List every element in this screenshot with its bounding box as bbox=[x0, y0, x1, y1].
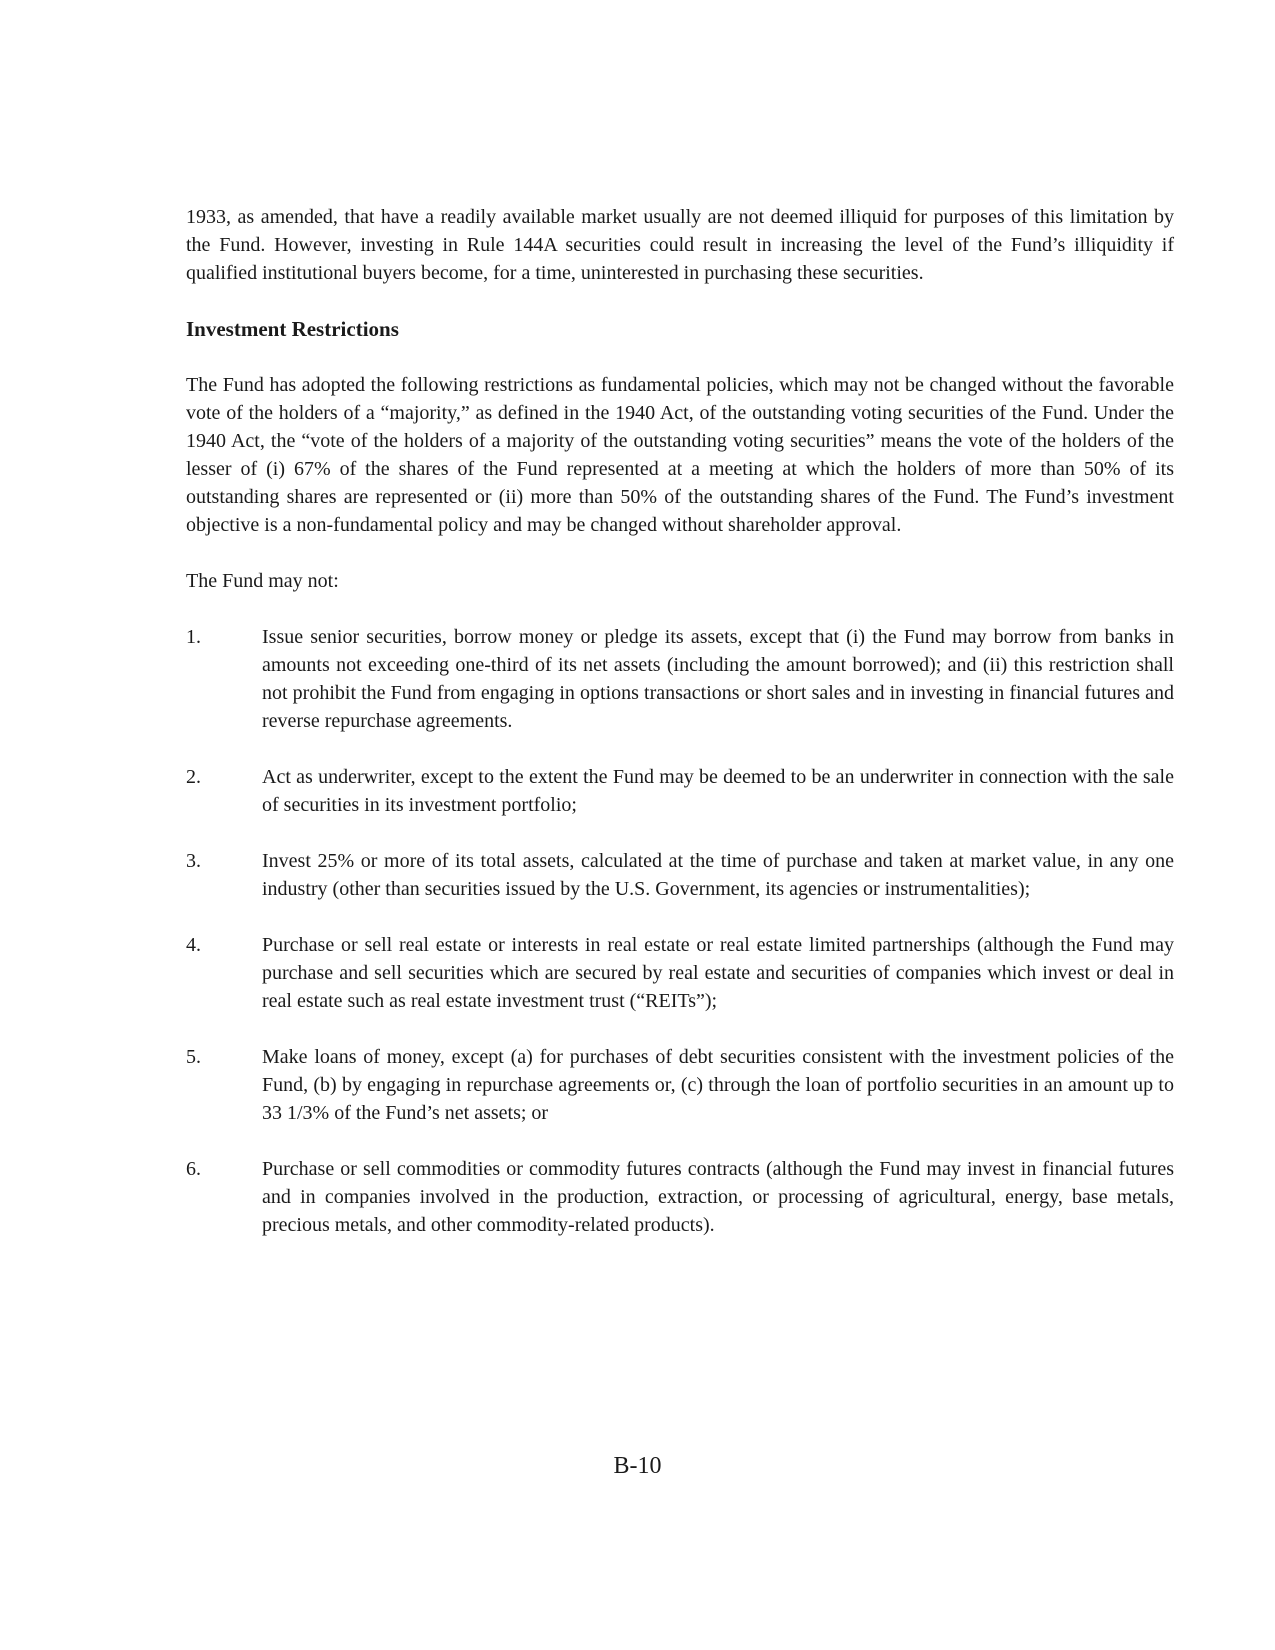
spacer bbox=[186, 1015, 1174, 1043]
spacer bbox=[186, 903, 1174, 931]
list-item-number: 6. bbox=[186, 1158, 201, 1180]
intro-paragraph: 1933, as amended, that have a readily available market usually are not deemed illiquid for purposes of this limitation by the Fund. However, investing in Rule 144A securities could result in increasing the level of the Fund’s illiquidity if qualified institutional buyers become, for a time, uninterested in purchasing these securities. bbox=[186, 206, 1174, 284]
list-item-text: Issue senior securities, borrow money or pledge its assets, except that (i) the Fund may borrow from banks in amounts not exceeding one-third of its net assets (including the amount borrowed); and (ii) this restriction shall not prohibit the Fund from engaging in options transactions or short sales and in investing in financial futures and reverse repurchase agreements. bbox=[262, 626, 1174, 732]
list-lead: The Fund may not: bbox=[186, 570, 339, 592]
spacer bbox=[186, 1127, 1174, 1155]
list-item-text: Make loans of money, except (a) for purchases of debt securities consistent with the investment policies of the Fund, (b) by engaging in repurchase agreements or, (c) through the loan of portfolio securities in an amount up to 33 1/3% of the Fund’s net assets; or bbox=[262, 1046, 1174, 1124]
section-heading: Investment Restrictions bbox=[186, 317, 399, 341]
list-item-number: 4. bbox=[186, 934, 201, 956]
list-item-text: Purchase or sell commodities or commodity futures contracts (although the Fund may invest in financial futures and in companies involved in the production, extraction, or processing of agricultural, energy, base metals, precious metals, and other commodity-related products). bbox=[262, 1158, 1174, 1236]
restrictions-paragraph: The Fund has adopted the following restrictions as fundamental policies, which may not be changed without the favorable vote of the holders of a “majority,” as defined in the 1940 Act, of the outstanding voting securities of the Fund. Under the 1940 Act, the “vote of the holders of a majority of the outstanding voting securities” means the vote of the holders of the lesser of (i) 67% of the shares of the Fund represented at a meeting at which the holders of more than 50% of its outstanding shares are represented or (ii) more than 50% of the outstanding shares of the Fund. The Fund’s investment objective is a non-fundamental policy and may be changed without shareholder approval. bbox=[186, 374, 1174, 536]
list-item-text: Act as underwriter, except to the extent the Fund may be deemed to be an underwriter in connection with the sale of securities in its investment portfolio; bbox=[262, 766, 1174, 816]
document-body bbox=[186, 203, 1174, 1239]
list-item bbox=[186, 1155, 1174, 1239]
list-item bbox=[186, 1043, 1174, 1127]
spacer bbox=[186, 595, 1174, 623]
page-number: B-10 bbox=[613, 1453, 662, 1479]
list-item-text: Invest 25% or more of its total assets, calculated at the time of purchase and taken at market value, in any one industry (other than securities issued by the U.S. Government, its agencies or instrumentalities); bbox=[262, 850, 1174, 900]
spacer bbox=[186, 343, 1174, 371]
list-item-number: 3. bbox=[186, 850, 201, 872]
spacer bbox=[186, 539, 1174, 567]
list-item bbox=[186, 931, 1174, 1015]
list-item bbox=[186, 847, 1174, 903]
list-item bbox=[186, 623, 1174, 735]
list-item-number: 1. bbox=[186, 626, 201, 648]
spacer bbox=[186, 819, 1174, 847]
list-item-number: 2. bbox=[186, 766, 201, 788]
list-item bbox=[186, 763, 1174, 819]
list-item-number: 5. bbox=[186, 1046, 201, 1068]
spacer bbox=[186, 287, 1174, 315]
list-item-text: Purchase or sell real estate or interests in real estate or real estate limited partnerships (although the Fund may purchase and sell securities which are secured by real estate and securities of companies which invest or deal in real estate such as real estate investment trust (“REITs”); bbox=[262, 934, 1174, 1012]
spacer bbox=[186, 735, 1174, 763]
